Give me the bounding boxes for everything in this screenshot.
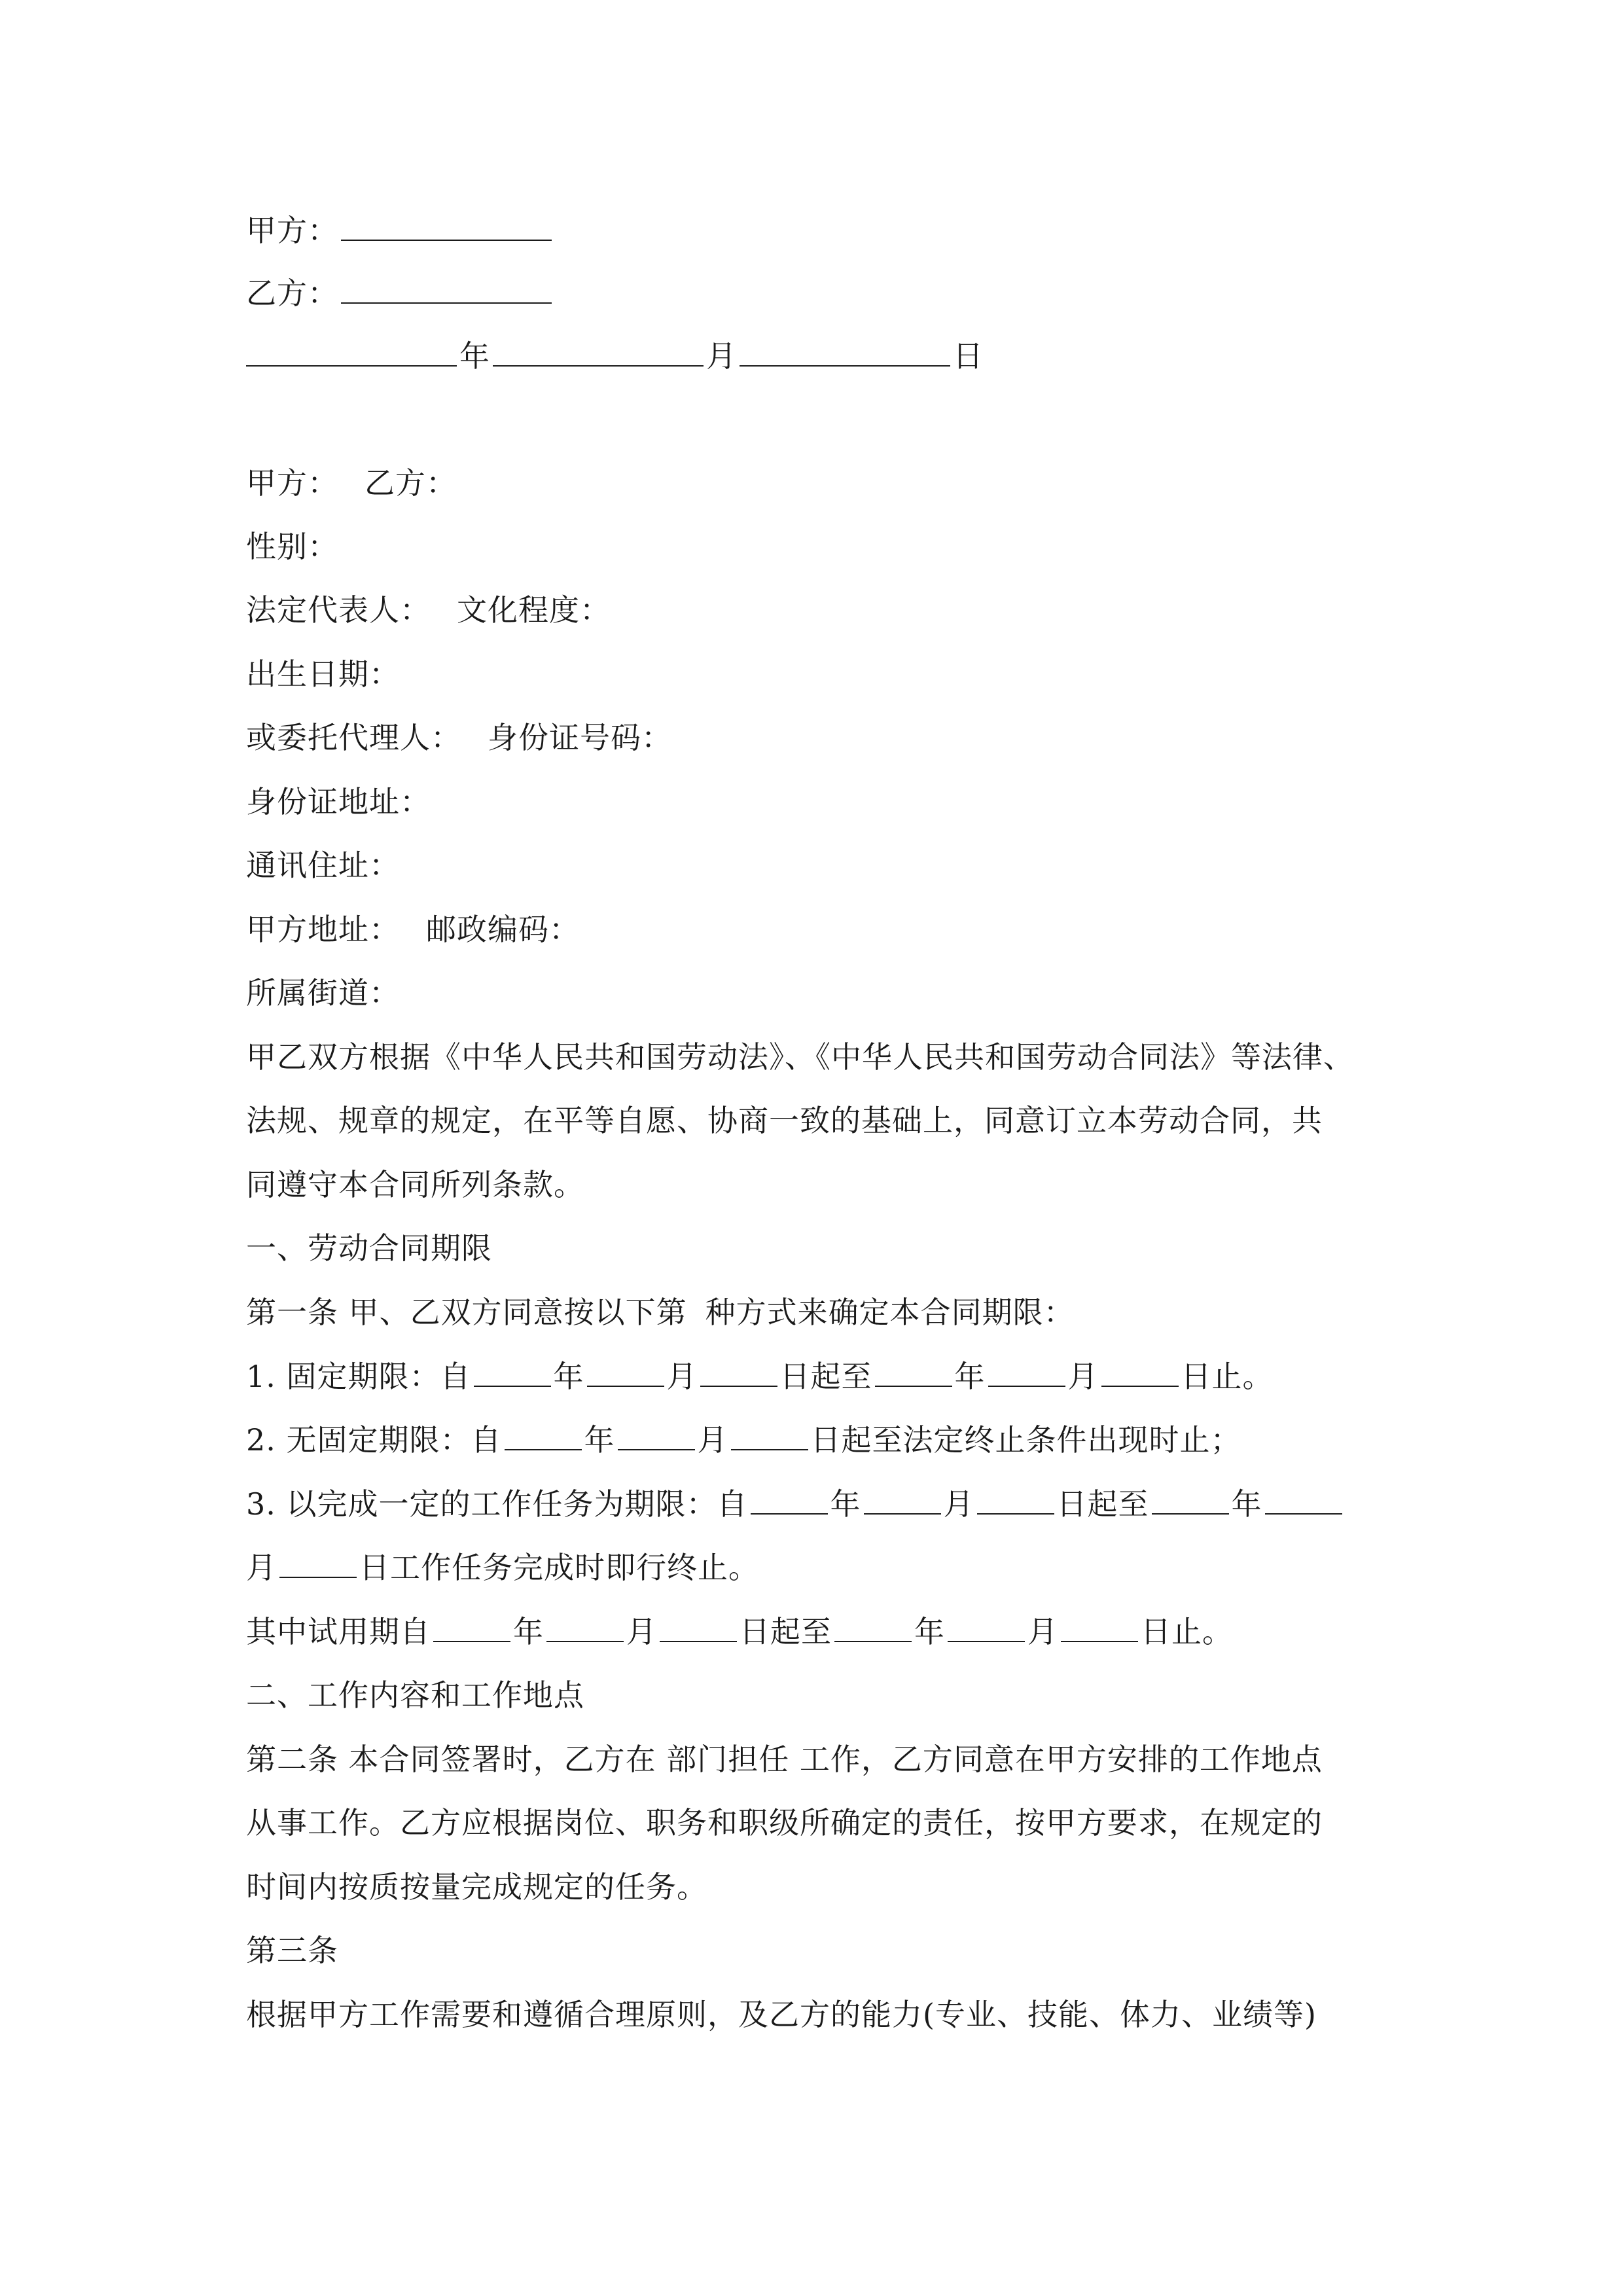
year-label: 年: [914, 1614, 945, 1649]
party-b-blank: [341, 276, 552, 304]
month-label: 月: [697, 1422, 728, 1458]
agent-row: [246, 718, 672, 757]
month-label: 月: [626, 1614, 657, 1649]
contact-address-field: 通讯住址：: [246, 848, 400, 883]
month-label: 月: [1027, 1614, 1058, 1649]
open-term-row: [246, 1420, 1241, 1460]
article3-line: 根据甲方工作需要和遵循合理原则，及乙方的能力(专业、技能、体力、业绩等): [246, 1997, 1317, 2032]
month-label: 月: [943, 1486, 974, 1522]
agent-field: 或委托代理人：: [246, 720, 461, 755]
id-address-field: 身份证地址：: [246, 784, 431, 819]
section1-heading: 一、劳动合同期限: [246, 1230, 492, 1266]
date-year-blank: [246, 339, 457, 367]
party-a-field: 甲方：: [246, 465, 338, 501]
day-from-label: 日起至: [779, 1359, 872, 1394]
open-term-end: 日起至法定终止条件出现时止；: [810, 1422, 1241, 1458]
month-label: 月: [1067, 1359, 1099, 1394]
education-field: 文化程度：: [457, 592, 611, 628]
task-term-row-2: [246, 1548, 759, 1587]
party-a-address-row: [246, 910, 580, 949]
date-day-label: 日: [953, 338, 984, 374]
probation-row: [246, 1612, 1233, 1651]
legal-rep-row: [246, 590, 611, 630]
year-label: 年: [553, 1359, 584, 1394]
month-label: 月: [666, 1359, 698, 1394]
preamble-line: 法规、规章的规定，在平等自愿、协商一致的基础上，同意订立本劳动合同，共: [246, 1103, 1323, 1138]
contact-address-row: [246, 846, 400, 885]
gender-row: [246, 527, 338, 566]
gender-field: 性别：: [246, 529, 338, 564]
street-field: 所属街道：: [246, 975, 400, 1011]
day-end-label: 日止。: [1181, 1359, 1274, 1394]
day-from-label: 日起至: [740, 1614, 832, 1649]
year-label: 年: [830, 1486, 861, 1522]
header-party-a-label: 甲方：: [246, 213, 338, 248]
party-a-blank: [341, 213, 552, 241]
birth-date-row: [246, 655, 400, 694]
preamble-line: 同遵守本合同所列条款。: [246, 1167, 584, 1202]
day-from-label: 日起至: [1056, 1486, 1149, 1522]
birth-date-field: 出生日期：: [246, 656, 400, 692]
article2-line: 从事工作。乙方应根据岗位、职务和职级所确定的责任，按甲方要求，在规定的: [246, 1805, 1323, 1840]
fixed-term-row: [246, 1357, 1274, 1396]
article3-title: 第三条: [246, 1933, 338, 1968]
date-year-label: 年: [459, 338, 490, 374]
date-day-blank: [740, 339, 950, 367]
header-party-b: [246, 274, 554, 313]
article1-text-a: 第一条 甲、乙双方同意按以下第: [246, 1295, 687, 1330]
open-term-label: 2. 无固定期限：自: [246, 1422, 502, 1458]
month-label: 月: [246, 1550, 277, 1585]
parties-row: [246, 463, 457, 503]
task-term-row: [246, 1484, 1345, 1524]
article2-line: 时间内按质按量完成规定的任务。: [246, 1869, 707, 1905]
id-address-row: [246, 782, 431, 821]
header-date: [246, 336, 984, 376]
postal-code-field: 邮政编码：: [426, 912, 580, 947]
header-party-a: [246, 211, 554, 250]
party-a-address-field: 甲方地址：: [246, 912, 400, 947]
article1-text-b: 种方式来确定本合同期限：: [705, 1295, 1075, 1330]
id-number-field: 身份证号码：: [488, 720, 672, 755]
header-party-b-label: 乙方：: [246, 276, 338, 311]
year-label: 年: [954, 1359, 986, 1394]
task-term-label: 3. 以完成一定的工作任务为期限：自: [246, 1486, 748, 1522]
fixed-term-label: 1. 固定期限：自: [246, 1359, 471, 1394]
article1-row: [246, 1293, 1075, 1332]
task-term-end: 日工作任务完成时即行终止。: [359, 1550, 759, 1585]
party-b-field: 乙方：: [365, 465, 457, 501]
day-end-label: 日止。: [1141, 1614, 1233, 1649]
year-label: 年: [584, 1422, 615, 1458]
date-month-blank: [493, 339, 704, 367]
section2-heading: 二、工作内容和工作地点: [246, 1677, 584, 1713]
year-label: 年: [513, 1614, 544, 1649]
legal-rep-field: 法定代表人：: [246, 592, 431, 628]
date-month-label: 月: [706, 338, 737, 374]
preamble-line: 甲乙双方根据《中华人民共和国劳动法》、《中华人民共和国劳动合同法》等法律、: [246, 1039, 1354, 1075]
street-row: [246, 973, 400, 1013]
article2-line: 第二条 本合同签署时，乙方在 部门担任 工作，乙方同意在甲方安排的工作地点: [246, 1742, 1323, 1777]
probation-label: 其中试用期自: [246, 1614, 431, 1649]
year-label: 年: [1231, 1486, 1262, 1522]
